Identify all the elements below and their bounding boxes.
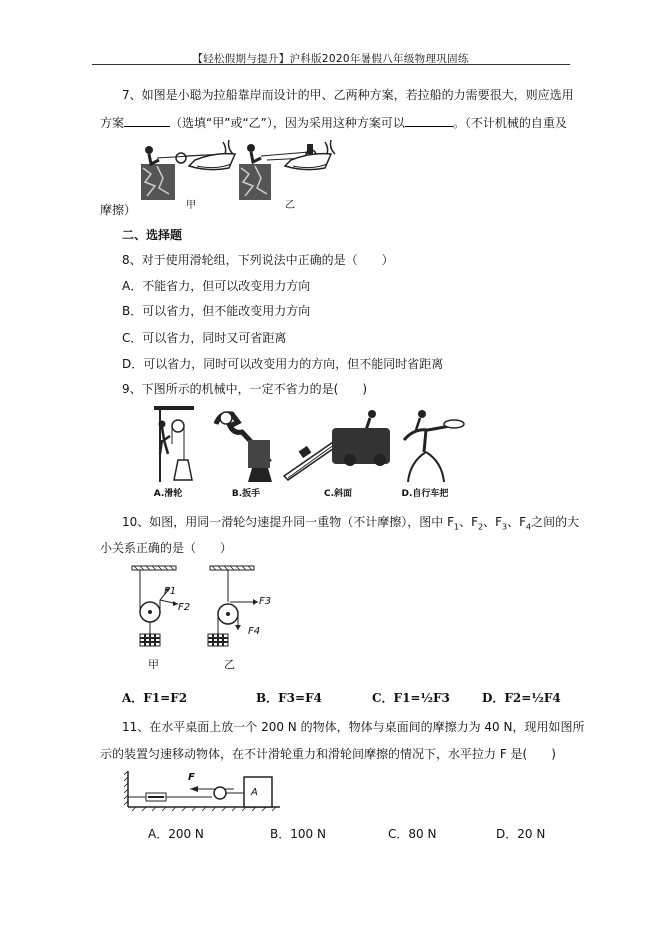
force-label-f2: F2 (178, 602, 191, 613)
pulley-jia (132, 566, 178, 646)
q10-line1-text: 10、如图，用同一滑轮匀速提升同一重物（不计摩擦），图中 F (122, 515, 454, 529)
q11-line2: 示的装置匀速移动物体，在不计滑轮重力和滑轮间摩擦的情况下，水平拉力 F 是( ) (100, 747, 556, 761)
sub-1: 1 (454, 522, 460, 532)
sub-2: 2 (478, 522, 484, 532)
q8-stem: 8、对于使用滑轮组，下列说法中正确的是（ ） (122, 253, 394, 267)
q9-stem: 9、下图所示的机械中，一定不省力的是( ) (122, 382, 367, 396)
q10-option-d[interactable]: D．F2=½F4 (482, 691, 561, 705)
force-label-f1: F1 (164, 586, 177, 597)
q7-line2 (100, 114, 567, 131)
q9-machines-figure (140, 404, 470, 486)
q10-option-a[interactable]: A．F1=F2 (122, 691, 188, 705)
q10-line1-tail: 之间的大 (531, 515, 580, 529)
fig-label-yi-q10: 乙 (224, 658, 235, 671)
header-rule (92, 64, 570, 65)
q11-apparatus-figure (124, 767, 284, 813)
force-label-f4: F4 (248, 626, 261, 637)
caption-b: B.扳手 (231, 489, 261, 499)
scheme-jia-drawing (141, 140, 235, 200)
q7-blank-2[interactable] (405, 114, 453, 127)
q11-line1: 11、在水平桌面上放一个 200 N 的物体，物体与桌面间的摩擦力为 40 N，现用如图所 (122, 720, 585, 734)
q10-option-b[interactable]: B．F3=F4 (256, 691, 322, 705)
q11-option-c[interactable]: C．80 N (388, 827, 437, 841)
handlebar-drawing (404, 410, 464, 482)
wrench-drawing (216, 412, 272, 482)
q11-option-d[interactable]: D．20 N (496, 827, 546, 841)
q10-line2: 小关系正确的是（ ） (100, 541, 233, 555)
caption-d: D.自行车把 (401, 489, 449, 499)
incline-drawing (284, 410, 390, 480)
q7-line2-a: 方案 (100, 116, 125, 130)
q10-line1: 10、如图，用同一滑轮匀速提升同一重物（不计摩擦），图中 $F_1$、$F_2$、$F_3$、$F_4$之间的大 (122, 515, 580, 532)
q7-line2-b: （选填“甲”或“乙”），因为采用这种方案可以 (170, 116, 405, 130)
sub-3: 3 (502, 522, 508, 532)
block-label-a: A (251, 787, 258, 798)
scheme-yi-drawing (239, 140, 335, 200)
q8-option-c[interactable]: C．可以省力，同时又可省距离 (122, 331, 287, 345)
caption-c: C.斜面 (323, 489, 353, 499)
force-label-f3: F3 (259, 596, 272, 607)
caption-a: A.滑轮 (153, 489, 183, 499)
fig-label-jia: 甲 (186, 200, 196, 211)
q8-option-a[interactable]: A．不能省力，但可以改变用力方向 (122, 279, 311, 293)
q8-option-d[interactable]: D．可以省力，同时可以改变用力的方向，但不能同时省距离 (122, 357, 444, 371)
q8-option-b[interactable]: B．可以省力，但不能改变用力方向 (122, 304, 311, 318)
q7-line1: 7、如图是小聪为拉船靠岸而设计的甲、乙两种方案，若拉船的力需要很大，则应选用 (122, 88, 574, 102)
fig-label-yi: 乙 (285, 200, 295, 211)
q7-line2-c: 。（不计机械的自重及 (452, 116, 567, 130)
page-header: 【轻松假期与提升】沪科版2020年暑假八年级物理巩固练 (192, 53, 469, 65)
fig-label-jia-q10: 甲 (148, 658, 159, 671)
force-label-f: F (188, 772, 195, 783)
section-title: 二、选择题 (122, 228, 183, 242)
q11-option-b[interactable]: B．100 N (270, 827, 326, 841)
sub-4: 4 (526, 522, 532, 532)
q10-pulley-figure (126, 564, 286, 656)
pulley-drawing (154, 406, 194, 482)
q7-boat-figure (137, 138, 337, 204)
q11-option-a[interactable]: A．200 N (148, 827, 204, 841)
q7-blank-1[interactable] (124, 114, 170, 127)
q7-line3: 摩擦） (100, 203, 137, 217)
q10-option-c[interactable]: C．F1=½F3 (372, 691, 450, 705)
